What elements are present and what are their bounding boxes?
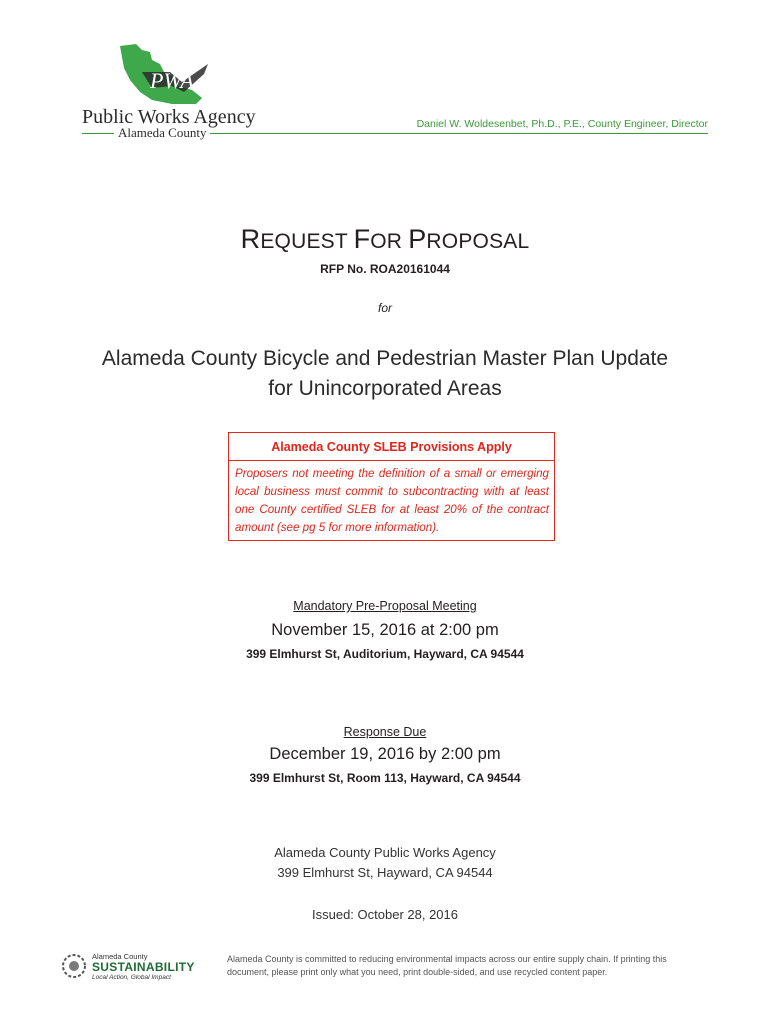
footer-tagline: Local Action, Global Impact	[92, 974, 171, 981]
meeting-heading: Mandatory Pre-Proposal Meeting	[293, 599, 477, 613]
title-cap-1: R	[240, 224, 261, 254]
sustainability-leaf-icon	[60, 952, 88, 980]
footer-sustainability-label: SUSTAINABILITY	[92, 960, 195, 974]
title-rest-1: EQUEST	[260, 230, 354, 253]
footer-county-label: Alameda County	[92, 952, 148, 961]
response-address: 399 Elmhurst St, Room 113, Hayward, CA 94544	[249, 771, 521, 785]
sleb-heading: Alameda County SLEB Provisions Apply	[229, 433, 554, 461]
director-line: Daniel W. Woldesenbet, Ph.D., P.E., County Engineer, Director	[416, 118, 708, 130]
project-title	[0, 344, 770, 404]
agency-address-line-1: Alameda County Public Works Agency	[274, 845, 496, 860]
logo-monogram: PWA	[150, 68, 194, 93]
pwa-logo-icon	[112, 42, 212, 110]
document-title	[0, 224, 770, 255]
agency-name: Public Works Agency	[82, 106, 256, 128]
header-rule-left	[82, 133, 114, 134]
for-label: for	[377, 301, 392, 315]
title-cap-2: F	[353, 224, 371, 254]
meeting-address: 399 Elmhurst St, Auditorium, Hayward, CA 94544	[246, 647, 524, 661]
rfp-number: RFP No. ROA20161044	[320, 262, 450, 276]
title-rest-2: OR	[370, 230, 409, 253]
project-title-line-2: for Unincorporated Areas	[268, 377, 502, 400]
header-rule	[210, 133, 708, 134]
county-name: Alameda County	[118, 125, 207, 140]
issued-date: Issued: October 28, 2016	[312, 907, 458, 922]
sleb-body: Proposers not meeting the definition of a small or emerging local business must commit to subcontracting with at least one County certified SLEB for at least 20% of the contract amount (see pg 5 for more information).	[235, 467, 549, 534]
sleb-notice-box	[228, 432, 555, 541]
response-date: December 19, 2016 by 2:00 pm	[269, 745, 501, 763]
meeting-date: November 15, 2016 at 2:00 pm	[271, 621, 499, 639]
response-heading: Response Due	[343, 725, 427, 739]
sustainability-logo	[60, 952, 215, 984]
title-cap-3: P	[408, 224, 427, 254]
title-rest-3: ROPOSAL	[426, 230, 530, 253]
footer-statement: Alameda County is committed to reducing environmental impacts across our entire supply chain. If printing this document, please print only what you need, print double-sided, and use recycled content paper.	[227, 954, 667, 977]
agency-address-line-2: 399 Elmhurst St, Hayward, CA 94544	[277, 865, 493, 880]
project-title-line-1: Alameda County Bicycle and Pedestrian Master Plan Update	[101, 347, 669, 370]
